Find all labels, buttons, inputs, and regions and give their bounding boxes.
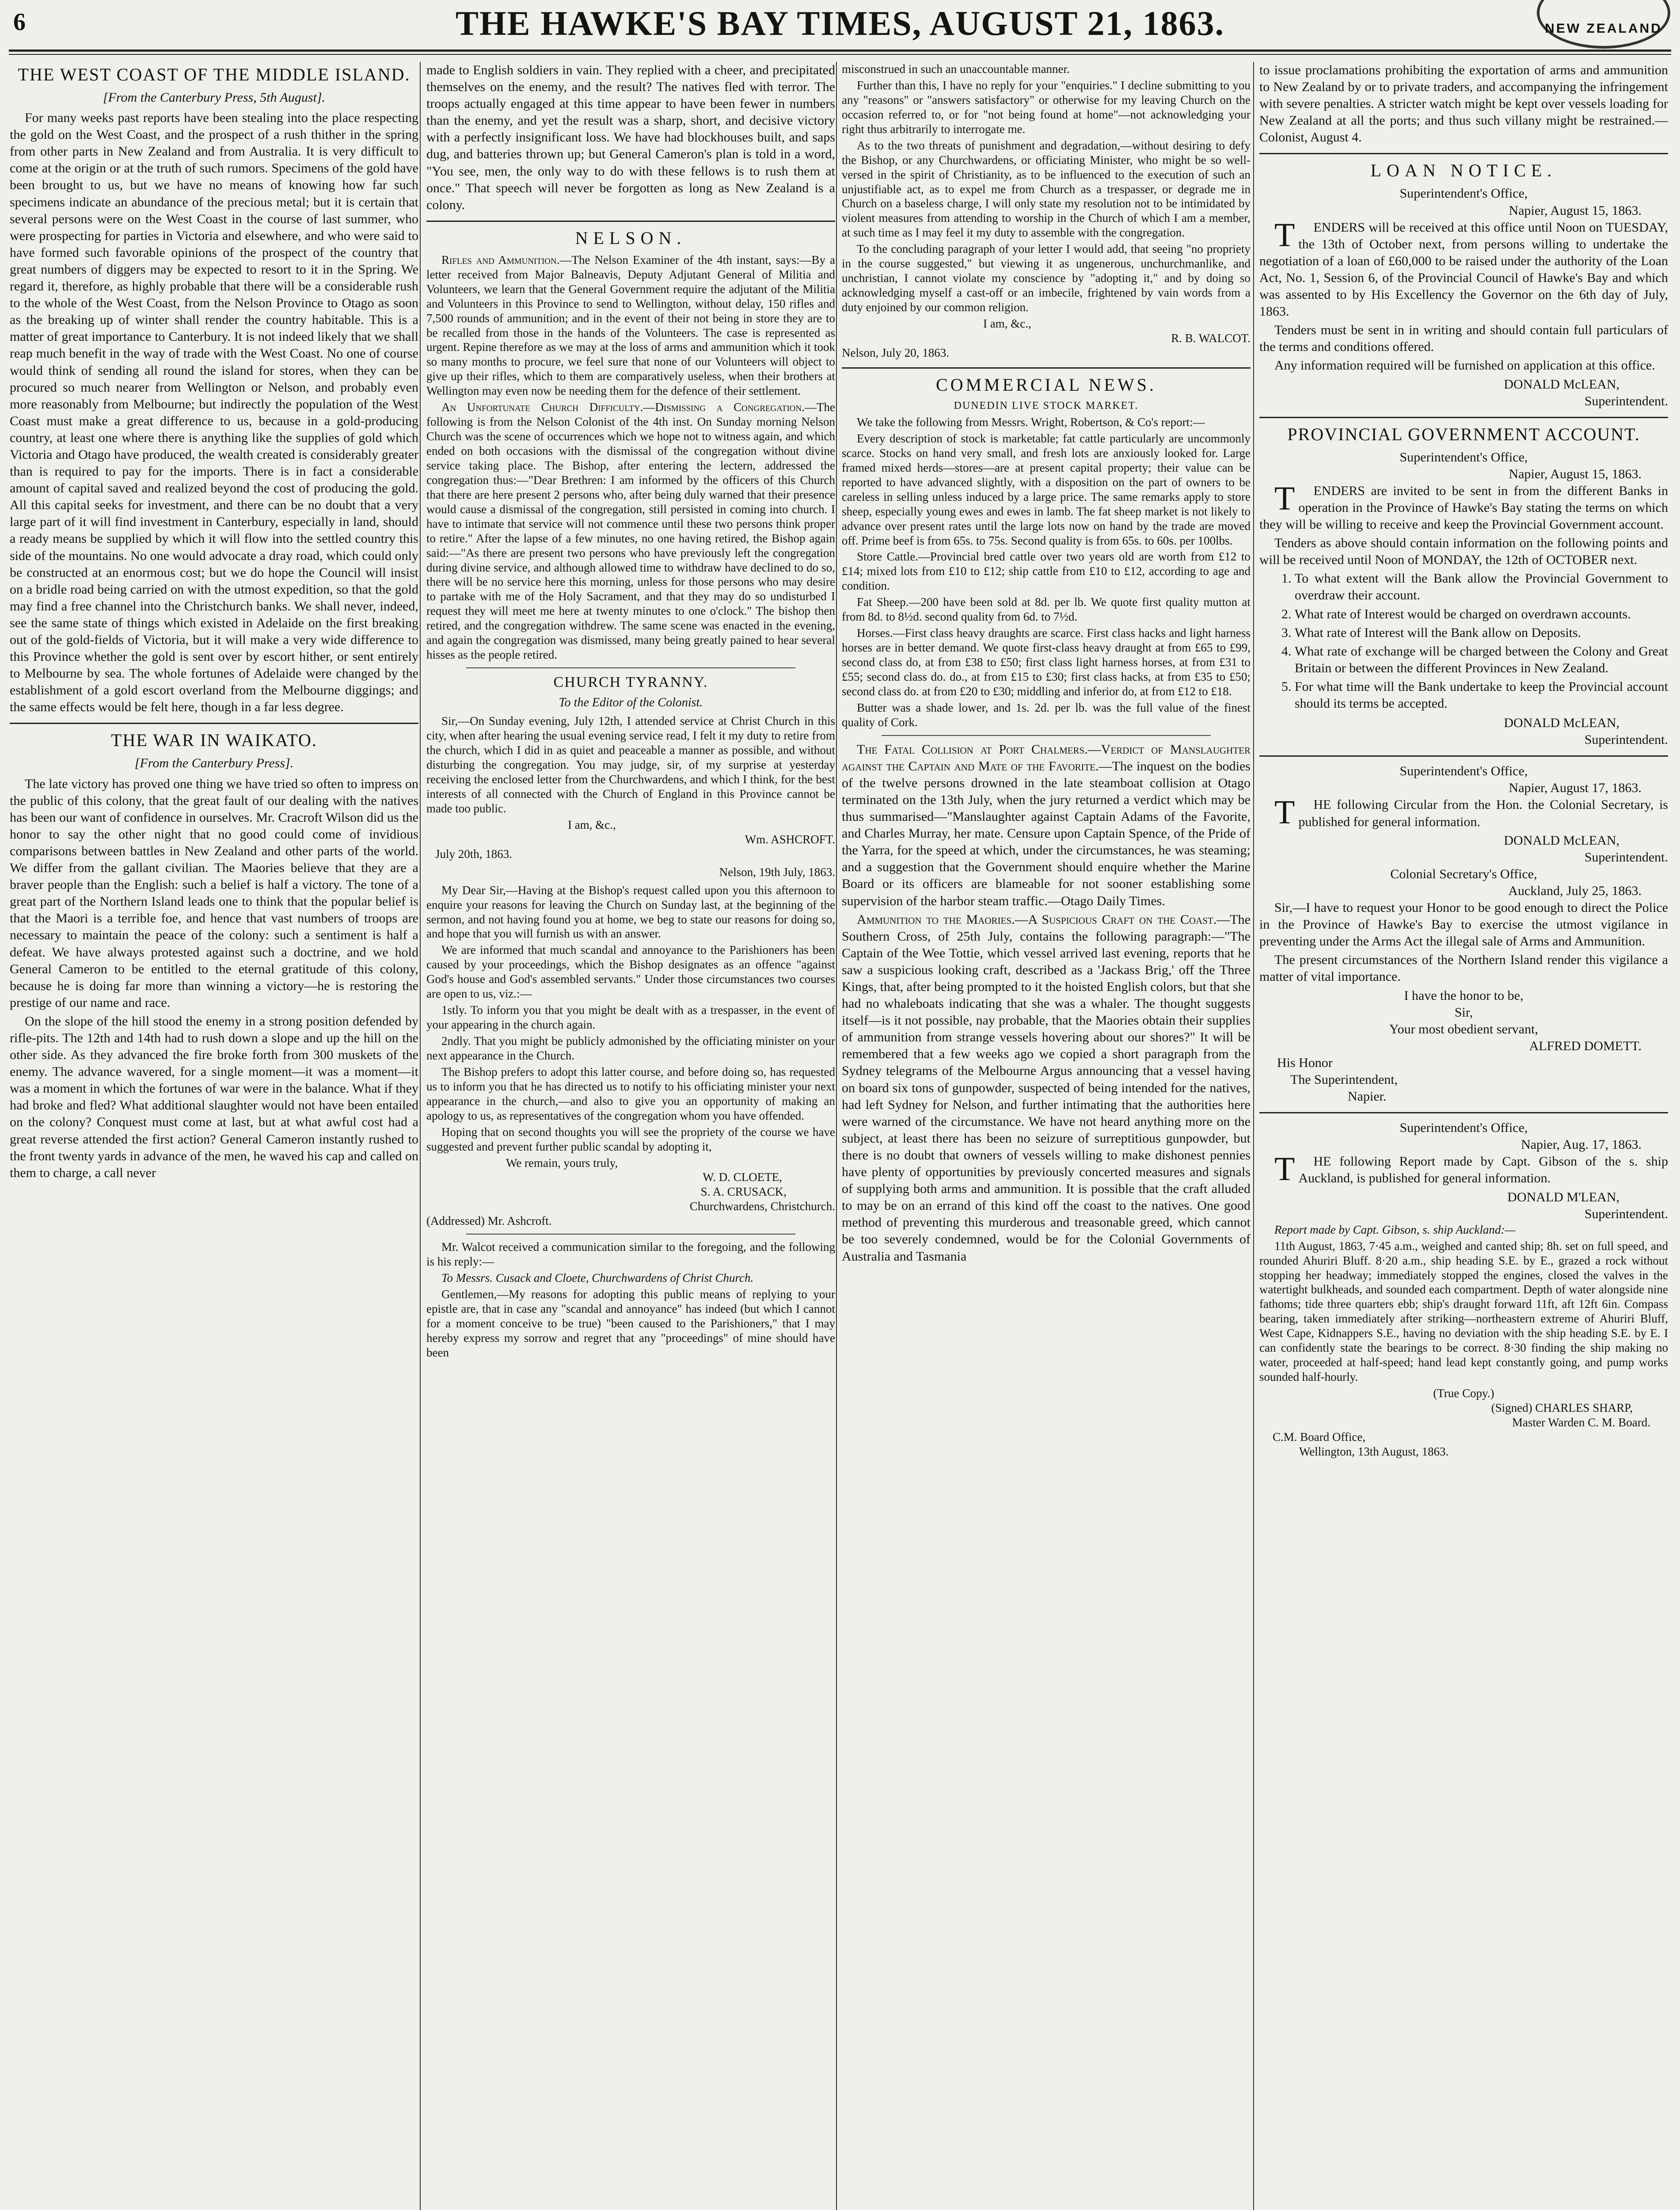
article-source: [From the Canterbury Press]. xyxy=(134,756,294,771)
column-divider xyxy=(420,62,421,2210)
report-date: Wellington, 13th August, 1863. xyxy=(1299,1444,1449,1458)
section-rule xyxy=(1259,1112,1668,1113)
section-heading: COMMERCIAL NEWS. xyxy=(936,374,1156,395)
letter-addressee: The Superintendent, xyxy=(1290,1072,1398,1087)
notice-list xyxy=(1259,570,1668,712)
notice-date: Napier, Aug. 17, 1863. xyxy=(1521,1137,1642,1152)
section-heading: NELSON. xyxy=(575,228,687,248)
list-item: 5. For what time will the Bank undertake to keep the Provincial account should its terms be accepted. xyxy=(1295,678,1668,712)
letter-addressee: To Messrs. Cusack and Cloete, Churchwardens of Christ Church. xyxy=(441,1271,754,1285)
letter-paragraph: 1stly. To inform you that you might be dealt with as a trespasser, in the event of your appearing in the church again. xyxy=(426,1003,835,1032)
letter-paragraph: The Bishop prefers to adopt this latter course, and before doing so, has requested us to inform you that he has directed us to notify to his officiating minister your next appearance in the church,—and also to give you an opportunity of making an apology to us, as representatives of the congregation whom you have offended. xyxy=(426,1065,835,1122)
notice-signature: DONALD McLEAN, xyxy=(1504,716,1619,731)
letter-addressee: His Honor xyxy=(1277,1055,1333,1070)
section-rule xyxy=(426,221,835,222)
letter-closing: I have the honor to be, xyxy=(1404,988,1524,1003)
notice-office: Superintendent's Office, xyxy=(1399,450,1528,465)
letter-paragraph: To the concluding paragraph of your letter I would add, that seeing "no propriety in the course suggested," but viewing it as ungenerous, unchurchmanlike, and unchristian, I cannot violate my conscience by "adopting it," and by doing so acknowledging myself a cast-off or an imbecile, frightened by vain words from a duty enjoined by our common religion. xyxy=(842,242,1250,314)
notice-date: Napier, August 15, 1863. xyxy=(1509,203,1642,218)
letter-paragraph: Sir,—On Sunday evening, July 12th, I attended service at Christ Church in this city, when after hearing the usual evening service read, I felt it my duty to retire from the church, which I did in as quiet and peaceable a manner as possible, and without disturbing the congregation. You may judge, sir, of my surprise at yesterday receiving the enclosed letter from the Churchwardens, and which I think, for the best interests of all connected with the Church of England in this Province cannot be made too public. xyxy=(426,714,835,815)
letter-signature: ALFRED DOMETT. xyxy=(1529,1038,1642,1053)
letter-date: July 20th, 1863. xyxy=(435,847,513,861)
notice-paragraph: The present circumstances of the Northern Island render this vigilance a matter of vital importance. xyxy=(1259,953,1668,984)
letter-closing: Sir, xyxy=(1454,1005,1473,1020)
notice-office: Superintendent's Office, xyxy=(1399,186,1528,201)
news-item: Rifles and Ammunition.—The Nelson Examiner of the 4th instant, says:—By a letter received from Major Balneavis, Deputy Adjutant General of Militia and Volunteers, we learn that the General Government require the adjutant of the Militia and Volunteers in this Province to send to Wellington, without delay, 150 rifles and 7,500 rounds of ammunition; and in the event of their not being in store they are to be recalled from those in the hands of the Volunteers. The case is represented as urgent. Repine therefore as we may at the loss of arms and ammunition which it took so many months to procure, we feel sure that none of our Volunteers will object to give up their rifles, which to them are comparatively useless, when their brothers at Wellington may even now be needing them for the defence of their settlement. xyxy=(426,253,835,398)
letter-signature: S. A. CRUSACK, xyxy=(700,1185,787,1199)
article-paragraph: The late victory has proved one thing we have tried so often to impress on the public of this colony, that the great fault of our dealing with the natives has been our want of confidence in ourselves. Mr. Cracroft Wilson did us the honor to say the other night that no good could come of invidious comparisons between battles in New Zealand and other parts of the world. We differ from the gallant civilian. The Maories believe that they are a braver people than the English: such a belief is half a victory. The tone of a great part of the Northern Island leads one to think that the popular belief is that the Maori is a terrible foe, and hence that vast numbers of troops are necessary to maintain the peace of the colony: such a sentiment is half a defeat. We have always protested against such a doctrine, and we hold General Cameron to be entitled to the eternal gratitude of this colony, because he is doing far more than winning a victory—he is restoring the prestige of our name and race. xyxy=(10,776,418,1010)
article-heading: CHURCH TYRANNY. xyxy=(553,674,708,691)
report-office: C.M. Board Office, xyxy=(1273,1430,1366,1444)
news-paragraph: Horses.—First class heavy draughts are scarce. First class hacks and light harness horses are in better demand. We quote first-class heavy draught at from £65 to £99, second class do, at from £38 to £50; first class light harness horses, at from £31 to £55; second class do. do., at from £15 to £30; first class hacks, at from £35 to £50; second class do. at from £20 to £30; middling and inferior do, at from £12 to £18. xyxy=(842,626,1250,698)
notice-heading: LOAN NOTICE. xyxy=(1370,160,1557,181)
section-rule xyxy=(1259,153,1668,154)
notice-heading: PROVINCIAL GOVERNMENT ACCOUNT. xyxy=(1287,424,1640,444)
notice-signature: DONALD McLEAN, xyxy=(1504,377,1619,392)
letter-closing: I am, &c., xyxy=(983,316,1031,330)
article-source: To the Editor of the Colonist. xyxy=(559,696,703,710)
article-paragraph: made to English soldiers in vain. They replied with a cheer, and precipitated themselves on the enemy, and the result? The natives fled with terror. The troops actually engaged at this time appear to have been fewer in numbers than the enemy, and yet the result was a sharp, short, and decisive victory with a perfectly insignificant loss. We have had blockhouses built, and saps dug, and batteries thrown up; but General Cameron's plan is told in a word, "You see, men, the only way to do with these fellows is to rush them at once." That speech will never be forgotten as long as New Zealand is a colony. xyxy=(426,63,835,212)
column-divider xyxy=(836,62,837,2210)
notice-paragraph: THE following Report made by Capt. Gibson of the s. ship Auckland, is published for general information. xyxy=(1274,1151,1668,1188)
news-paragraph: Butter was a shade lower, and 1s. 2d. per lb. was the full value of the finest quality of Cork. xyxy=(842,701,1250,729)
news-item: Ammunition to the Maories.—A Suspicious Craft on the Coast.—The Southern Cross, of 25th July, contains the following paragraph:—"The Captain of the Wee Tottie, which vessel arrived last evening, reports that he saw a suspicious looking craft, described as a 'Jackass Brig,' off the Three Kings, that, after being prompted to it the hoisted English colors, but that she had no whaleboats indicating that she was a whaler. The thought suggests itself—is it not possible, nay probable, that the Maories obtain their supplies of ammunition from strange vessels hovering about our shores?" It will be remembered that a few weeks ago we copied a short paragraph from the Sydney telegrams of the Melbourne Argus announcing that a vessel having on board six tons of gunpowder, suspected of being intended for the natives, had left Sydney for Nelson, and further intimating that the authorities here were warned of the circumstance. We have not heard anything more on the subject, at least there has been no seizure of surreptitious gunpowder, but there is no doubt that owners of vessels willing to make dishonest pennies have plenty of opportunities by previously concerted measures and signals of supplying both arms and ammunition. It is possible that the craft alluded to may be on an errand of this kind off the coast to the natives. One good method of preventing this murderous and treasonable greed, which cannot be too severely condemned, would be for the Colonial Governments of Australia and Tasmania xyxy=(842,912,1250,1264)
letter-paragraph: Gentlemen,—My reasons for adopting this public means of replying to your epistle are, that in case any "scandal and annoyance" has indeed (but which I cannot for a moment conceive to be true) "been caused to the Parishioners," that I may hereby express my sorrow and regret that any "proceedings" of mine should have been xyxy=(426,1288,835,1359)
letter-paragraph: 2ndly. That you might be publicly admonished by the officiating minister on your next appearance in the Church. xyxy=(426,1034,835,1062)
notice-paragraph: Sir,—I have to request your Honor to be good enough to direct the Police in the Province of Hawke's Bay to exercise the utmost vigilance in preventing under the Arms Act the illegal sale of Arms and Ammunition. xyxy=(1259,900,1668,949)
report-signature-role: Master Warden C. M. Board. xyxy=(1512,1415,1650,1429)
notice-date: Auckland, July 25, 1863. xyxy=(1508,883,1642,898)
letter-signature: R. B. WALCOT. xyxy=(1171,331,1250,345)
seal-text: NEW ZEALAND xyxy=(1545,21,1662,36)
column-divider xyxy=(1253,62,1254,2210)
news-paragraph: Fat Sheep.—200 have been sold at 8d. per lb. We quote first quality mutton at from 8d. to 8½d. second quality from 6d. to 7½d. xyxy=(842,595,1250,624)
section-rule xyxy=(466,1234,795,1235)
letter-paragraph: We are informed that much scandal and annoyance to the Parishioners has been caused by your proceedings, which the Bishop designates as an offence "against God's house and God's assembled servants." Under those circumstances two courses are open to us, viz.:— xyxy=(426,943,835,1001)
letter-signature-role: Churchwardens, Christchurch. xyxy=(689,1200,835,1213)
notice-paragraph: TENDERS are invited to be sent in from the different Banks in operation in the Province of Hawke's Bay stating the terms on which they will be willing to receive and keep the Provincial Government account. xyxy=(1259,480,1668,532)
notice-paragraph: TENDERS will be received at this office until Noon on TUESDAY, the 13th of October next, from persons willing to undertake the negotiation of a loan of £60,000 to be raised under the authority of the Loan Act, No. 1, Session 6, of the Provincial Council of Hawke's Bay and which was assented to by His Excellency the Governor on the 6th day of July, 1863. xyxy=(1259,216,1668,319)
notice-office: Colonial Secretary's Office, xyxy=(1390,866,1537,881)
report-paragraph: 11th August, 1863, 7·45 a.m., weighed and canted ship; 8h. set on full speed, and rounded Ahuriri Bluff. 8·20 a.m., ship heading S.E. by E., grazed a rock without stopping her headway; immediately stopped the engines, closed the valves in the watertight bulkheads, and sounded each compartment. Depth of water alongside nine fathoms; tide three quarters ebb; ship's draught forward 11ft, aft 12ft 6in. Compass bearing, taken immediately after striking—northeastern extreme of Ahuriri Bluff, West Cape, Kidnappers S.E., having no deviation with the ship heading S.E. by E. I can confidently state the bearings to be correct. 8·30 finding the ship making no water, proceeded at half-speed; hand lead kept constantly going, and pump works sounded half-hourly. xyxy=(1259,1239,1668,1384)
section-subheading: DUNEDIN LIVE STOCK MARKET. xyxy=(954,400,1139,412)
notice-date: Napier, August 15, 1863. xyxy=(1509,466,1642,481)
section-rule xyxy=(10,723,418,724)
notice-signature-role: Superintendent. xyxy=(1584,393,1668,408)
section-rule xyxy=(1259,417,1668,418)
notice-office: Superintendent's Office, xyxy=(1399,1120,1528,1135)
section-rule xyxy=(882,735,1211,736)
column-3 xyxy=(842,62,1250,2210)
section-rule xyxy=(466,667,795,668)
notice-signature-role: Superintendent. xyxy=(1584,1206,1668,1221)
letter-closing: We remain, yours truly, xyxy=(506,1156,618,1170)
list-item: 3. What rate of Interest will the Bank allow on Deposits. xyxy=(1295,625,1668,641)
notice-date: Napier, August 17, 1863. xyxy=(1509,781,1642,796)
notice-paragraph: Tenders as above should contain information on the following points and will be received until Noon of MONDAY, the 12th of OCTOBER next. xyxy=(1259,536,1668,568)
letter-signature: W. D. CLOETE, xyxy=(703,1170,782,1184)
article-heading: THE WEST COAST OF THE MIDDLE ISLAND. xyxy=(18,65,410,84)
report-signature: (Signed) CHARLES SHARP, xyxy=(1491,1401,1633,1414)
news-paragraph: We take the following from Messrs. Wright, Robertson, & Co's report:— xyxy=(857,415,1205,429)
letter-date: Nelson, July 20, 1863. xyxy=(842,346,949,359)
masthead-title: THE HAWKE'S BAY TIMES, AUGUST 21, 1863. xyxy=(455,4,1225,42)
notice-paragraph: Any information required will be furnished on application at this office. xyxy=(1274,358,1655,373)
letter-paragraph: My Dear Sir,—Having at the Bishop's request called upon you this afternoon to enquire your reasons for leaving the Church on Sunday last, at the beginning of the sermon, and not having found you at home, we beg to state our reasons for doing so, and hope that you will furnish us with an answer. xyxy=(426,883,835,941)
article-paragraph: On the slope of the hill stood the enemy in a strong position defended by rifle-pits. The 12th and 14th had to rush down a slope and up the hill on the other side. As they advanced the fire broke forth from 300 muskets of the enemy. The advance wavered, for a single moment—it was a moment—it was a moment in which the fortunes of war were in the balance. What if they had broke and fled? What additional slaughter would not have been entailed on the colony? Conquest must come at last, but at what awful cost had a great reverse attended the first action? General Cameron instantly rushed to the front twenty yards in advance of the men, he waved his cap and called on them to charge, a call never xyxy=(10,1014,418,1180)
news-item: The Fatal Collision at Port Chalmers.—Verdict of Manslaughter against the Captain and Mate of the Favorite.—The inquest on the bodies of the twelve persons drowned in the late steamboat collision at Otago terminated on the 13th July, when the jury returned a verdict which may be thus summarised—"Manslaughter against Captain Adams of the Favorite, and Charles Murray, her mate. Censure upon Captain Spence, of the Pride of the Yarra, for the speed at which, under the circumstances, he was steaming; and a suggestion that the Government should enquire whether the Marine Board or its officers are blameable for not sooner establishing some supervision of the harbor steam traffic.—Otago Daily Times. xyxy=(842,742,1250,908)
letter-paragraph: Hoping that on second thoughts you will see the propriety of the course we have suggested and prevent further public scandal by adopting it, xyxy=(426,1125,835,1153)
news-item: An Unfortunate Church Difficulty.—Dismissing a Congregation.—The following is from the Nelson Colonist of the 4th inst. On Sunday morning Nelson Church was the scene of occurrences which we hope not to witness again, and which ended on both occasions with the dismissal of the congregation without divine service taking place. The Bishop, after entering the lectern, addressed the congregation thus:—"Dear Brethren: I am informed by the officers of this Church that there are here present 2 persons who, after being duly warned that their presence would cause a dismissal of the congregation, still persisted in coming into church. I have to intimate that service will not commence until these two persons think proper to retire." After the lapse of a few minutes, no one having retired, the Bishop again said:—"As there are present two persons who have previously left the congregation during divine service, and although allowed time to withdraw have declined to do so, there will be no service here this morning, unless for those persons who may desire to partake with me of the Holy Sacrament, and that they may do so undisturbed I request they will meet me here at twenty minutes to one o'clock." The bishop then retired, and the congregation withdrew. The same scene was enacted in the evening, and again the congregation was dismissed, many being greatly pained to hear several hisses as the people retired. xyxy=(426,400,835,662)
letter-paragraph: Further than this, I have no reply for your "enquiries." I decline submitting to you any "reasons" or "answers satisfactory" or otherwise for my leaving Church on the occasion referred to, or for "not being found at home"—not acknowledging your right thus arbitrarily to interrogate me. xyxy=(842,78,1250,136)
column-4 xyxy=(1259,62,1668,2210)
letter-date: Nelson, 19th July, 1863. xyxy=(719,865,835,879)
letter-signature: Wm. ASHCROFT. xyxy=(745,832,835,846)
report-title: Report made by Capt. Gibson, s. ship Auckland:— xyxy=(1274,1223,1516,1236)
article-paragraph: For many weeks past reports have been stealing into the place respecting the gold on the West Coast, and the prospect of a rush thither in the spring from other parts in New Zealand and from Australia. It is very difficult to come at the origin or at the truth of such rumors. Specimens of the gold have been brought to us, but we have no means of knowing how far such specimens indicate an abundance of the precious metal; but it is certain that several persons were on the West Coast in the course of last summer, who were prospecting for parties in Victoria and elsewhere, and who were said to have formed such favorable opinions of the prospect of the country that great numbers of diggers may be expected to resort to it in the Spring. We regard it, therefore, as highly probable that there will be a considerable rush to the whole of the West Coast, from the Nelson Province to Otago as soon as the breaking up of winter shall render the country habitable. This is a matter of great importance to Canterbury. It is not indeed likely that we shall reap much benefit in the way of trade with the West Coast. No one of course would think of sending all round the island for stores, when they can be procured so much nearer from Wellington or Nelson, and probably even more reasonably from Melbourne; but indirectly the population of the West Coast must make a great difference to us, because in a gold-producing country, at least one where there is anything like the supplies of gold which Victoria and Otago have produced, the wealth created is considerably greater than is required to pay for the imports. There is in fact a considerable amount of capital saved and realized beyond the cost of producing the gold. All this capital seeks for investment, and there can be no doubt that a very large part of it will find investment in Canterbury, especially in land, should a ready means be supplied by which it will flow into the settled country this side of the mountains. No one would advocate a dray road, which could only be constructed at an enormous cost; but we do hope the Council will insist on a bridle road being carried on with the utmost expedition, so that the gold may find a free channel into the Christchurch banks. We shall never, indeed, see the same state of things which existed in Adelaide on the first breaking out of the gold-fields of Victoria, but it will make a very wide difference to this Province whether the gold is sent over by escort hither, or sent entirely to Melbourne by sea. The whole fortunes of Adelaide were changed by the establishment of a gold escort overland from the Melbourne diggings; and the same effects would be felt here, though in a far less degree. xyxy=(10,110,418,715)
list-item: 2. What rate of Interest would be charged on overdrawn accounts. xyxy=(1295,606,1668,623)
section-rule xyxy=(842,367,1250,369)
letter-paragraph: Mr. Walcot received a communication similar to the foregoing, and the following is his reply:— xyxy=(426,1240,835,1269)
letter-paragraph: As to the two threats of punishment and degradation,—without desiring to defy the Bishop, or any Churchwardens, or officiating Minister, who might be so well-versed in the spirit of Christianity, as to be influenced to the execution of such an unjustifiable act, as to expel me from Church as a trespasser, or degrade me in Church on a baseless charge, I will only state my resolution not to be intimidated by violent measures from attending to worship in the Church of which I am a member, at such time as I may feel it my duty to assemble with the congregation. xyxy=(842,138,1250,240)
article-paragraph: to issue proclamations prohibiting the exportation of arms and ammunition to New Zealand by or to private traders, and accompanying the infringement with severe penalties. A stricter watch might be kept over vessels loading for New Zealand at all the ports; and thus such villany might be restrained.—Colonist, August 4. xyxy=(1259,63,1668,145)
news-paragraph: Store Cattle.—Provincial bred cattle over two years old are worth from £12 to £14; mixed lots from £10 to £12; ship cattle from £10 to £12, according to age and condition. xyxy=(842,550,1250,593)
letter-closing: I am, &c., xyxy=(568,818,616,831)
notice-signature: DONALD M'LEAN, xyxy=(1507,1189,1619,1204)
article-heading: THE WAR IN WAIKATO. xyxy=(111,730,317,751)
column-1 xyxy=(10,62,418,2210)
news-paragraph: Every description of stock is marketable; fat cattle particularly are uncommonly scarce. Stocks on hand very small, and fresh lots are anxiously looked for. Large framed mixed herds—stores—are at present capital property; their value can be reported to have advanced slightly, with a disposition on the part of owners to be careless in selling unless induced by a large price. The same remarks apply to store sheep, especially young ewes and ewes in lamb. The fat sheep market is not likely to advance over present rates until the large lots now on hand by the trade are moved off. Prime beef is from 65s. to 75s. Second quality is from 65s. to 60s. per 100lbs. xyxy=(842,431,1250,547)
page-number: 6 xyxy=(13,8,26,36)
letter-address: (Addressed) Mr. Ashcroft. xyxy=(426,1214,552,1228)
notice-office: Superintendent's Office, xyxy=(1399,764,1528,779)
column-2 xyxy=(426,62,835,2210)
notice-paragraph: Tenders must be sent in in writing and should contain full particulars of the terms and conditions offered. xyxy=(1259,323,1668,354)
report-copy-note: (True Copy.) xyxy=(1433,1387,1494,1400)
notice-paragraph: THE following Circular from the Hon. the Colonial Secretary, is published for general information. xyxy=(1274,794,1668,831)
notice-signature-role: Superintendent. xyxy=(1584,850,1668,865)
notice-signature: DONALD McLEAN, xyxy=(1504,833,1619,848)
letter-paragraph: misconstrued in such an unaccountable manner. xyxy=(842,62,1070,76)
list-item: 1. To what extent will the Bank allow the Provincial Government to overdraw their account. xyxy=(1295,570,1668,604)
notice-signature-role: Superintendent. xyxy=(1584,732,1668,747)
letter-addressee: Napier. xyxy=(1348,1089,1387,1104)
list-item: 4. What rate of exchange will be charged between the Colony and Great Britain or between the different Provinces in New Zealand. xyxy=(1295,643,1668,677)
section-rule xyxy=(1259,755,1668,757)
article-source: [From the Canterbury Press, 5th August]. xyxy=(103,90,326,105)
masthead-rule xyxy=(9,50,1671,55)
letter-closing: Your most obedient servant, xyxy=(1389,1021,1538,1036)
